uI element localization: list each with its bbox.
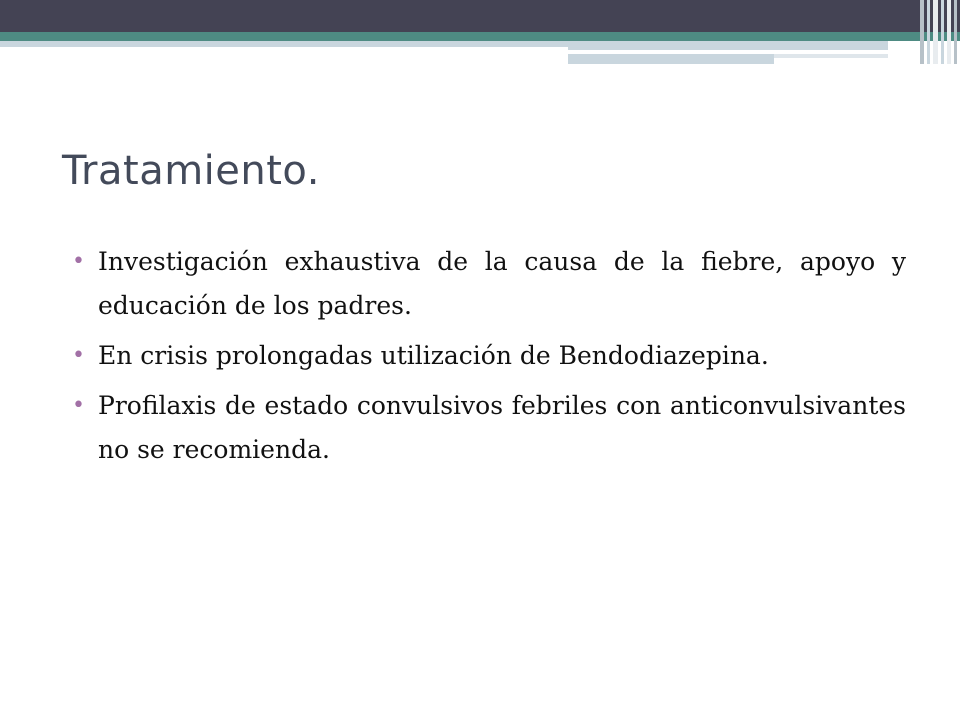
header-vertical-stripe	[920, 0, 924, 64]
header-dark-bar	[0, 0, 960, 32]
bullet-text: En crisis prolongadas utilización de Bendodiazepina.	[98, 341, 769, 370]
header-vertical-stripe	[954, 0, 957, 64]
bullet-icon: •	[72, 343, 85, 368]
bullet-text: Profilaxis de estado convulsivos febriles con anticonvulsivantes no se recomienda.	[98, 391, 906, 464]
header-vertical-stripe	[927, 0, 930, 64]
bullet-icon: •	[72, 249, 85, 274]
header-light-bar	[568, 54, 774, 64]
list-item	[70, 334, 906, 378]
header-teal-bar	[0, 32, 960, 41]
header-vertical-stripe	[947, 0, 951, 64]
bullet-text: Investigación exhaustiva de la causa de la fiebre, apoyo y educación de los padres.	[98, 247, 906, 320]
header-vertical-stripe	[941, 0, 944, 64]
header-light-bar	[568, 41, 888, 52]
bullet-list	[70, 240, 906, 478]
list-item	[70, 240, 906, 328]
slide-title: Tratamiento.	[62, 148, 320, 194]
header-light-bar	[774, 54, 888, 58]
list-item	[70, 384, 906, 472]
header-light-bar	[0, 41, 568, 47]
bullet-icon: •	[72, 393, 85, 418]
header-vertical-stripe	[933, 0, 938, 64]
